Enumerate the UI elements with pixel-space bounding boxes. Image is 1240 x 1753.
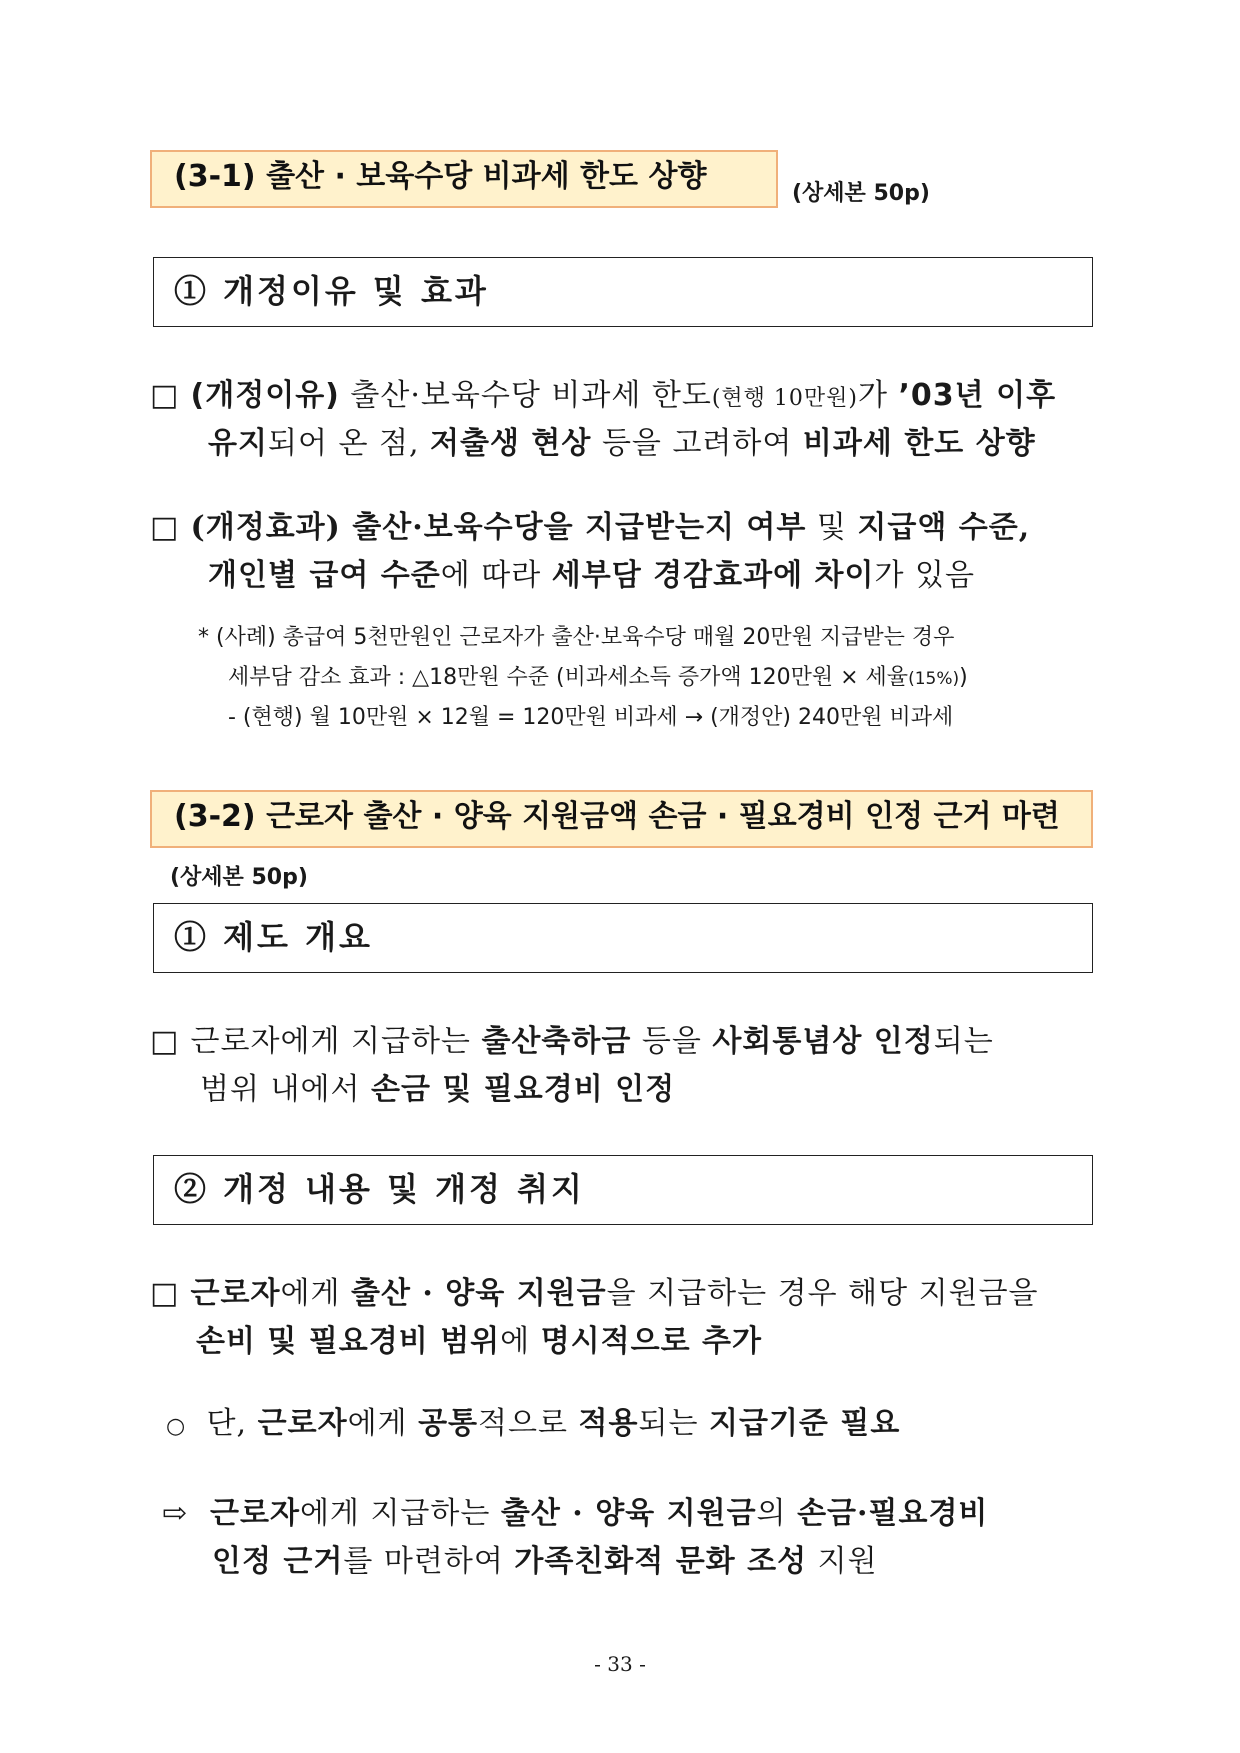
checkbox-marker: □: [150, 510, 180, 545]
example-note-line3: - (현행) 월 10만원 × 12월 = 120만원 비과세 → (개정안) 240만원 비과세: [228, 705, 954, 730]
text: 되어 온 점,: [267, 426, 431, 461]
text: 되는: [933, 1024, 994, 1059]
text: ): [959, 665, 968, 690]
detail-reference: (상세본 50p): [170, 865, 308, 890]
text: 사회통념상 인정: [712, 1024, 934, 1059]
label-reason: (개정이유): [190, 378, 340, 413]
text: 출산 · 양육 지원금: [500, 1496, 757, 1531]
text: 공통: [418, 1406, 479, 1441]
text: 근로자: [257, 1406, 348, 1441]
subsection-overview: ① 제도 개요: [153, 903, 1093, 973]
text: 에: [500, 1324, 541, 1359]
text-current: (현행 10만원): [711, 386, 858, 411]
bullet-effect: [150, 508, 1030, 548]
bullet-effect-line2: [208, 556, 975, 596]
bullet-condition: [166, 1404, 900, 1447]
circle-marker: ○: [166, 1414, 187, 1439]
text: 지원: [807, 1544, 878, 1579]
example-note-line1: * (사례) 총급여 5천만원인 근로자가 출산·보육수당 매월 20만원 지급받는 경우: [198, 625, 955, 650]
text: 출산 · 양육 지원금: [351, 1276, 607, 1311]
bullet-conclusion-line2: [212, 1542, 878, 1582]
checkbox-marker: □: [150, 378, 180, 413]
text: (개정효과) 출산·보육수당을 지급받는지 여부: [190, 510, 807, 545]
text: 세부담 감소 효과 : △18만원 수준 (비과세소득 증가액 120만원 × 세율: [228, 665, 909, 690]
text: 가 있음: [874, 558, 975, 593]
text: 에게: [347, 1406, 419, 1441]
text: 에 따라: [440, 558, 552, 593]
text: 근로자에게 지급하는: [190, 1024, 482, 1059]
bullet-overview-line2: [200, 1070, 675, 1110]
text: 에게 지급하는: [299, 1496, 501, 1531]
page-number: - 33 -: [594, 1652, 646, 1676]
section-title-3-1: [150, 150, 778, 208]
subsection-amendment: ② 개정 내용 및 개정 취지: [153, 1155, 1093, 1225]
checkbox-marker: □: [150, 1276, 180, 1311]
section-title-3-2: [150, 790, 1093, 848]
text: 범위 내에서: [200, 1072, 371, 1107]
text: (15%): [908, 669, 960, 689]
text: 세부담 경감효과에 차이: [551, 558, 875, 593]
text: 유지: [208, 426, 268, 461]
text: 손금·필요경비: [797, 1496, 989, 1531]
bullet-conclusion: [162, 1494, 988, 1534]
text: 가: [858, 378, 899, 413]
text: 인정 근거: [212, 1544, 344, 1579]
text: 등을: [631, 1024, 713, 1059]
text: 적용: [578, 1406, 639, 1441]
subsection-reason-effect: ① 개정이유 및 효과: [153, 257, 1093, 327]
text: 손금 및 필요경비 인정: [370, 1072, 676, 1107]
text: 명시적으로 추가: [540, 1324, 762, 1359]
arrow-marker: ⇨: [162, 1496, 189, 1531]
text: 에게: [280, 1276, 351, 1311]
text: 단,: [206, 1406, 258, 1441]
text: 및: [806, 510, 858, 545]
bullet-reason-line2: [208, 424, 1036, 464]
text: 개인별 급여 수준: [208, 558, 441, 593]
text: 비과세 한도 상향: [802, 426, 1036, 461]
text: 저출생 현상: [430, 426, 592, 461]
text: 손비 및 필요경비 범위: [196, 1324, 501, 1359]
text: 등을 고려하여: [591, 426, 803, 461]
text: 되는: [638, 1406, 709, 1441]
checkbox-marker: □: [150, 1024, 180, 1059]
text-since-03: ’03년 이후: [898, 378, 1057, 413]
text: 출산·보육수당 비과세 한도: [339, 378, 712, 413]
example-note-line2: [228, 663, 968, 694]
text: 근로자: [190, 1276, 281, 1311]
text: 가족친화적 문화 조성: [514, 1544, 808, 1579]
text: 의: [756, 1496, 798, 1531]
bullet-amendment: [150, 1274, 1039, 1314]
text: 적으로: [478, 1406, 579, 1441]
text: 근로자: [210, 1496, 300, 1531]
bullet-overview: [150, 1022, 994, 1062]
text: 출산축하금: [481, 1024, 632, 1059]
text: 을 지급하는 경우 해당 지원금을: [606, 1276, 1039, 1311]
bullet-reason: [150, 376, 1056, 419]
section-title-text: (3-2) 근로자 출산 · 양육 지원금액 손금 · 필요경비 인정 근거 마련: [174, 799, 1060, 834]
text: 를 마련하여: [343, 1544, 515, 1579]
text: 지급액 수준,: [857, 510, 1031, 545]
detail-reference: (상세본 50p): [792, 181, 930, 206]
text: 지급기준 필요: [708, 1406, 901, 1441]
section-title-text: (3-1) 출산 · 보육수당 비과세 한도 상향: [174, 159, 707, 194]
bullet-amendment-line2: [196, 1322, 762, 1362]
